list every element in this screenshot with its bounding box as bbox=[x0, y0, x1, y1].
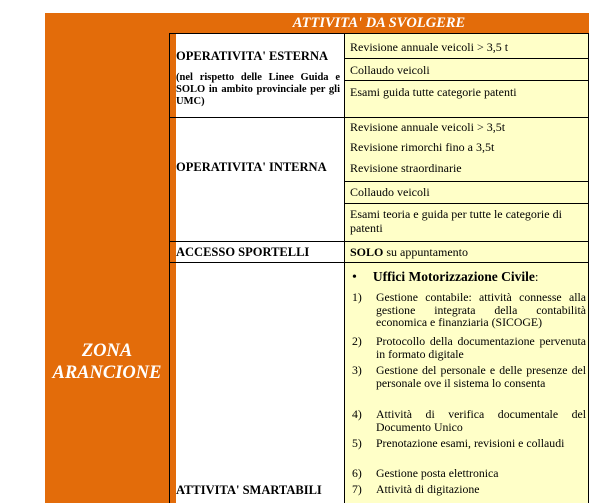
list-item bbox=[352, 467, 586, 481]
divider bbox=[169, 33, 589, 34]
bullet: • bbox=[352, 270, 357, 285]
cell-esterna-1: Revisione annuale veicoli > 3,5 t bbox=[350, 40, 509, 54]
list-item-text: Gestione posta elettronica bbox=[376, 466, 499, 480]
category-column bbox=[169, 33, 176, 503]
list-item-text: Gestione del personale e delle presenze del personale ove il sistema lo consenta bbox=[376, 363, 586, 390]
row-title-attivita-smartabili: ATTIVITA' SMARTABILI bbox=[176, 483, 322, 497]
cell-interna-3: Revisione straordinarie bbox=[350, 161, 462, 175]
row-title-operativita-esterna: OPERATIVITA' ESTERNA bbox=[176, 49, 328, 63]
cell-interna-1: Revisione annuale veicoli > 3,5t bbox=[350, 120, 506, 134]
divider bbox=[169, 241, 589, 242]
divider bbox=[344, 33, 345, 503]
divider bbox=[344, 203, 589, 204]
row-note-operativita-esterna: (nel rispetto delle Linee Guida e SOLO in ambito provinciale per gli UMC) bbox=[176, 72, 340, 107]
smart-heading-text: Uffici Motorizzazione Civile bbox=[372, 269, 535, 284]
divider bbox=[169, 262, 589, 263]
list-item bbox=[352, 408, 586, 436]
divider bbox=[169, 117, 589, 118]
zone-label-line1: ZONA bbox=[81, 341, 133, 361]
list-item-number: 5) bbox=[352, 436, 362, 450]
divider bbox=[588, 33, 589, 503]
list-item-number: 7) bbox=[352, 482, 362, 496]
list-item-text: Attività di digitazione bbox=[376, 482, 480, 496]
list-item-number: 3) bbox=[352, 363, 362, 377]
list-item-text: Prenotazione esami, revisioni e collaudi bbox=[376, 436, 565, 450]
zone-label bbox=[45, 340, 169, 384]
list-item bbox=[352, 291, 586, 331]
list-item-text: Gestione contabile: attività connesse alla gestione integrata della contabilità economica e finanziaria (SICOGE) bbox=[376, 290, 586, 329]
divider bbox=[344, 80, 589, 81]
divider bbox=[169, 33, 170, 503]
cell-interna-esami: Esami teoria e guida per tutte le categorie di patenti bbox=[350, 207, 562, 235]
row-title-accesso-sportelli: ACCESSO SPORTELLI bbox=[176, 245, 310, 259]
list-item bbox=[352, 483, 586, 497]
smart-heading bbox=[352, 268, 586, 286]
list-item-number: 4) bbox=[352, 407, 362, 421]
cell-sportelli-text: su appuntamento bbox=[383, 245, 469, 259]
zone-column bbox=[45, 13, 169, 503]
table-header-title: ATTIVITA' DA SVOLGERE bbox=[292, 15, 466, 31]
list-item-text: Attività di verifica documentale del Documento Unico bbox=[376, 407, 586, 434]
cell-interna-2: Revisione rimorchi fino a 3,5t bbox=[350, 140, 495, 154]
cell-esterna-2: Collaudo veicoli bbox=[350, 63, 430, 77]
list-item-number: 6) bbox=[352, 466, 362, 480]
cell-sportelli bbox=[350, 245, 586, 259]
row-title-operativita-interna: OPERATIVITA' INTERNA bbox=[176, 160, 327, 174]
list-item-number: 2) bbox=[352, 334, 362, 348]
cell-sportelli-bold: SOLO bbox=[350, 245, 384, 259]
smart-heading-colon: : bbox=[534, 269, 539, 284]
cell-interna-collaudo: Collaudo veicoli bbox=[350, 185, 430, 199]
list-item-number: 1) bbox=[352, 290, 362, 304]
list-item bbox=[352, 335, 586, 363]
divider bbox=[344, 181, 589, 182]
zone-label-line2: ARANCIONE bbox=[52, 363, 162, 383]
list-item-text: Protocollo della documentazione pervenuta in formato digitale bbox=[376, 334, 586, 361]
cell-esterna-3: Esami guida tutte categorie patenti bbox=[350, 85, 517, 99]
list-item bbox=[352, 437, 586, 465]
list-item bbox=[352, 364, 586, 404]
divider bbox=[344, 58, 589, 59]
